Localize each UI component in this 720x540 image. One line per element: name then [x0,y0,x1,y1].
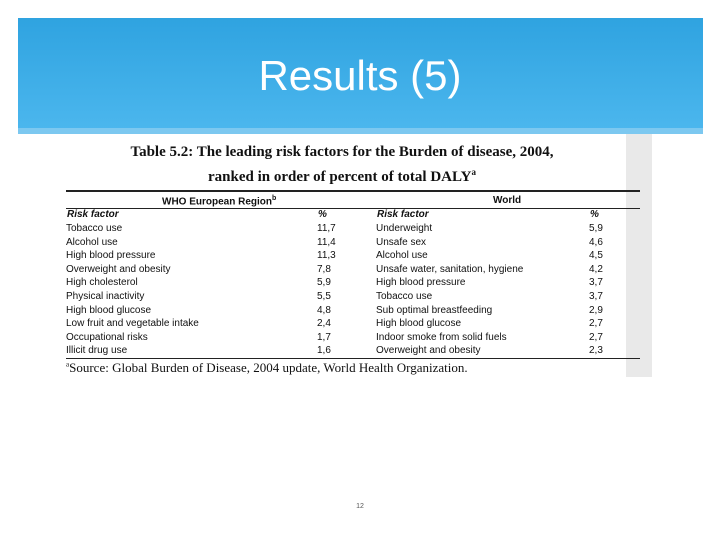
table-row [66,344,640,358]
percent-world-cell: 2,3 [589,345,603,357]
percent-europe-cell: 1,6 [317,345,331,357]
risk-factor-world-cell: Sub optimal breastfeeding [376,304,493,316]
caption-footnote-mark: a [471,167,476,177]
table-header-rule [66,208,640,209]
table-row [66,276,640,290]
group-europe-footnote-mark: b [272,195,277,202]
table-row [66,249,640,263]
risk-factor-world-cell: Overweight and obesity [376,345,481,357]
risk-factor-europe-cell: Physical inactivity [66,290,145,302]
group-header-world: World [493,195,522,206]
risk-factor-world-cell: Underweight [376,223,433,234]
table-top-rule [66,190,640,192]
risk-factor-world-cell: Tobacco use [376,290,433,302]
percent-europe-cell: 1,7 [317,331,331,343]
risk-factor-europe-cell: Overweight and obesity [66,263,171,275]
page-number: 12 [356,503,364,510]
percent-europe-cell: 7,8 [317,263,331,275]
percent-europe-cell: 5,5 [317,290,331,302]
table-row [66,331,640,345]
percent-world-cell: 4,6 [589,236,603,248]
risk-factor-europe-cell: Tobacco use [66,223,123,234]
source-text: Source: Global Burden of Disease, 2004 update, World Health Organization. [69,360,468,375]
risk-factor-world-cell: Alcohol use [376,250,428,262]
table-source-note [66,360,468,376]
table-caption-line2: ranked in order of percent of total DALY [208,169,472,185]
risk-factor-europe-cell: High cholesterol [66,277,138,289]
table-row [66,317,640,331]
group-europe-label: WHO European Region [162,196,272,208]
risk-factor-europe-cell: Occupational risks [66,331,148,343]
percent-world-cell: 4,5 [589,250,603,262]
percent-world-cell: 2,9 [589,304,603,316]
risk-factor-europe-cell: Alcohol use [66,236,118,248]
risk-factor-world-cell: High blood glucose [376,318,462,330]
risk-factor-europe-cell: High blood pressure [66,250,156,262]
table-bottom-rule [66,358,640,359]
percent-europe-cell: 11,3 [317,250,336,262]
risk-factor-table [66,222,640,358]
table-row [66,236,640,250]
risk-factor-world-cell: Unsafe sex [376,236,427,248]
percent-world-cell: 5,9 [589,223,603,234]
percent-europe-cell: 11,7 [317,223,336,234]
percent-europe-cell: 11,4 [317,236,336,248]
col-header-percent-europe: % [318,209,327,220]
risk-factor-europe-cell: Low fruit and vegetable intake [66,318,199,330]
percent-europe-cell: 4,8 [317,304,331,316]
table-row [66,263,640,277]
table-row [66,222,640,236]
table-row [66,290,640,304]
percent-world-cell: 4,2 [589,263,603,275]
risk-factor-world-cell: Indoor smoke from solid fuels [376,331,507,343]
col-header-percent-world: % [590,209,599,220]
col-header-risk-factor-world: Risk factor [377,209,429,220]
col-header-risk-factor-europe: Risk factor [67,209,119,220]
slide-title: Results (5) [258,52,462,99]
risk-factor-world-cell: Unsafe water, sanitation, hygiene [376,263,524,275]
risk-factor-europe-cell: High blood glucose [66,304,152,316]
percent-world-cell: 2,7 [589,331,603,343]
source-footnote-mark: a [66,360,70,369]
percent-world-cell: 3,7 [589,277,603,289]
percent-europe-cell: 5,9 [317,277,331,289]
percent-world-cell: 2,7 [589,318,603,330]
risk-factor-europe-cell: Illicit drug use [66,345,128,357]
percent-europe-cell: 2,4 [317,318,331,330]
table-caption [62,142,622,187]
group-header-europe [162,195,276,207]
table-caption-line1: Table 5.2: The leading risk factors for the Burden of disease, 2004, [130,144,554,160]
percent-world-cell: 3,7 [589,290,603,302]
risk-factor-world-cell: High blood pressure [376,277,466,289]
table-row [66,304,640,318]
